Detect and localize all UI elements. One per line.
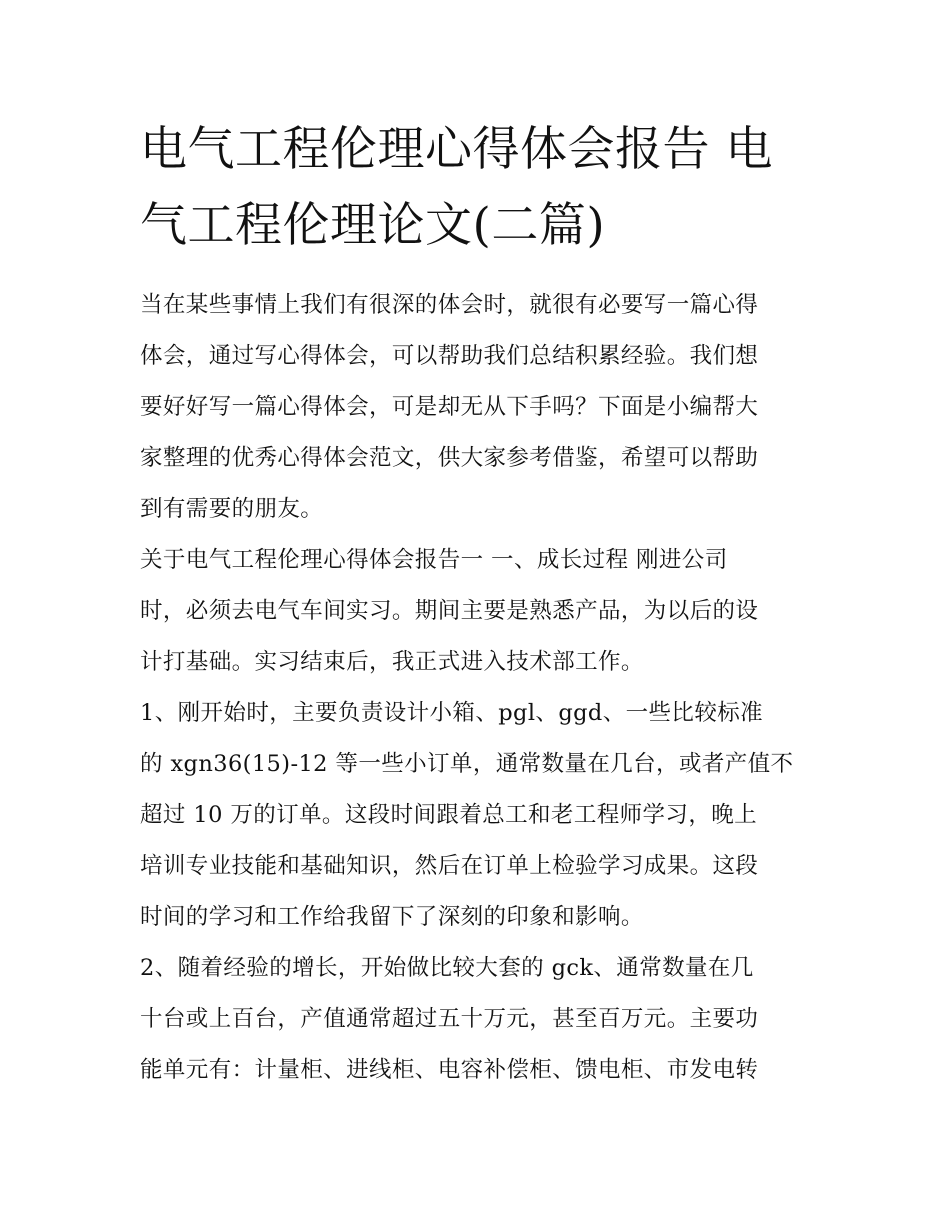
- document-body: [140, 280, 812, 1096]
- document-title: 电气工程伦理心得体会报告 电 气工程伦理论文(二篇): [140, 122, 773, 253]
- paragraph-intro: 当在某些事情上我们有很深的体会时，就很有必要写一篇心得 体会，通过写心得体会，可以帮助我们总结积累经验。我们想 要好好写一篇心得体会，可是却无从下手吗？下面是小编帮大 家整理的优秀心得体会范文，供大家参考借鉴，希望可以帮助 到有需要的朋友。: [140, 292, 759, 522]
- paragraph-item-1: 1、刚开始时，主要负责设计小箱、pgl、ggd、一些比较标准 的 xgn36(15)-12 等一些小订单，通常数量在几台，或者产值不 超过 10 万的订单。这段时间跟着总工和老工程师学习，晚上 培训专业技能和基础知识，然后在订单上检验学习成果。这段 时间的学习和工作给我留下了深刻的印象和影响。: [140, 700, 794, 930]
- paragraph-report-one: 关于电气工程伦理心得体会报告一 一、成长过程 刚进公司 时，必须去电气车间实习。期间主要是熟悉产品，为以后的设 计打基础。实习结束后，我正式进入技术部工作。: [140, 547, 759, 675]
- paragraph-item-2: 2、随着经验的增长，开始做比较大套的 gck、通常数量在几 十台或上百台，产值通常超过五十万元，甚至百万元。主要功 能单元有：计量柜、进线柜、电容补偿柜、馈电柜、市发电转: [140, 955, 759, 1083]
